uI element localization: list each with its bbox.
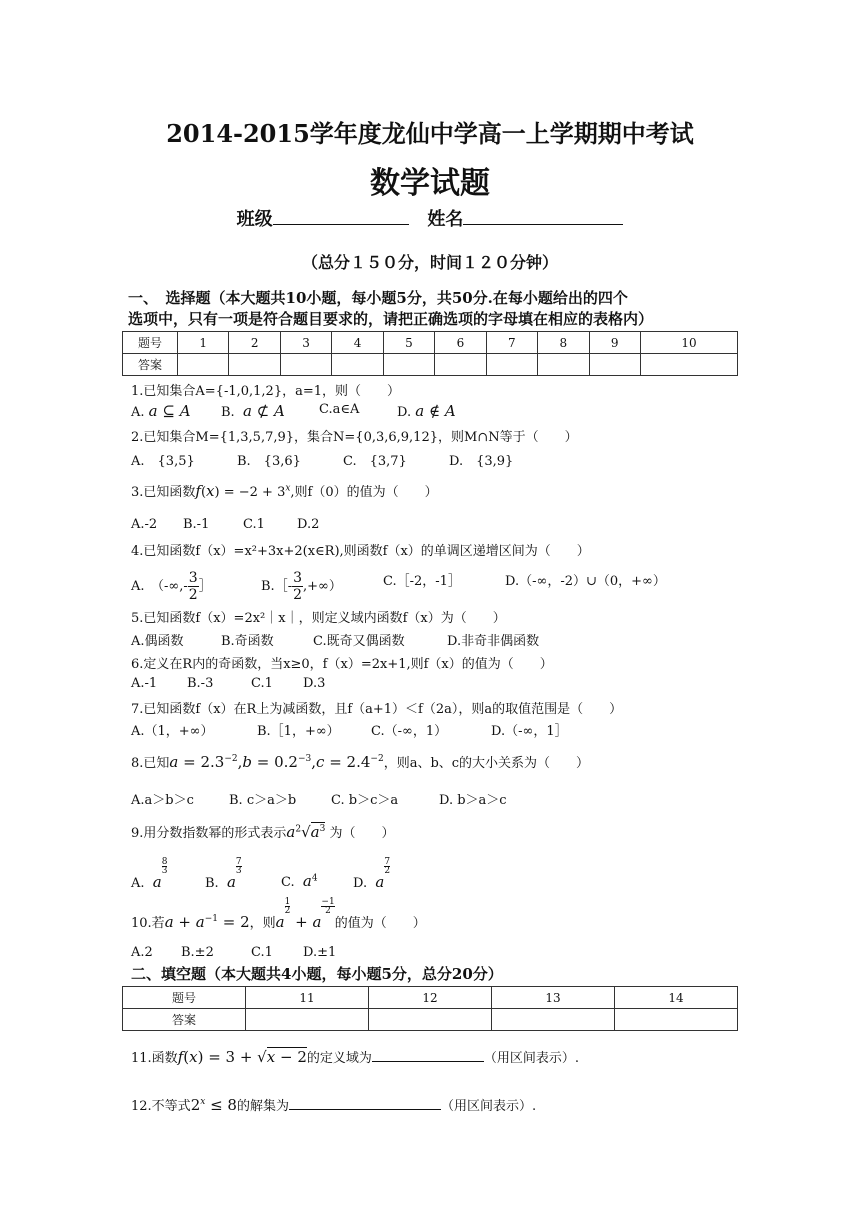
option-a: A.偶函数	[131, 634, 184, 649]
question-9-options	[131, 858, 531, 890]
exam-info: （总分１５０分，时间１２０分钟）	[301, 253, 558, 272]
option-a: A.2	[131, 945, 153, 960]
subject-title: 数学试题	[370, 166, 490, 201]
option-b: B.［1，+∞）	[257, 724, 340, 739]
formula: a ∉ A	[415, 402, 456, 420]
question-6-options	[131, 676, 431, 694]
option-b: B. {3,6}	[237, 454, 301, 469]
option-a: A. {3,5}	[131, 454, 195, 469]
answer-cell[interactable]	[435, 354, 486, 376]
section2-answer-table	[122, 986, 738, 1031]
table-cell: 9	[589, 332, 640, 354]
question-4-options	[131, 558, 751, 603]
table-cell: 6	[435, 332, 486, 354]
answer-blank-12[interactable]	[289, 1096, 441, 1110]
answer-cell[interactable]	[486, 354, 537, 376]
table-cell: 1	[178, 332, 229, 354]
class-blank[interactable]	[273, 206, 409, 225]
option-d: D.非奇非偶函数	[447, 634, 540, 649]
option-c: C.1	[251, 945, 273, 960]
answer-cell[interactable]	[383, 354, 434, 376]
question-3: 3.已知函数$f(x) = -2 + 3^x$,则f（0）的值为（ ）	[131, 482, 438, 500]
table-cell: 3	[280, 332, 331, 354]
option-d: D.3	[303, 676, 326, 691]
option-d: D. {3,9}	[449, 454, 514, 469]
option-c: C.a∈A	[319, 402, 360, 417]
question-4: 4.已知函数f（x）=x²+3x+2(x∈R),则函数f（x）的单调区递增区间为（ ）	[131, 544, 590, 559]
table-answer-row	[123, 354, 738, 376]
answer-cell[interactable]	[246, 1009, 369, 1031]
table-answer-label: 答案	[123, 1009, 246, 1031]
table-header-row	[123, 987, 738, 1009]
table-cell: 2	[229, 332, 280, 354]
table-cell: 4	[332, 332, 383, 354]
question-12: 12.不等式$2^x \le 8$的解集为 （用区间表示）.	[131, 1096, 537, 1114]
formula: a	[169, 753, 179, 771]
answer-blank-11[interactable]	[372, 1048, 484, 1062]
table-cell: 10	[640, 332, 737, 354]
option-b: B.±2	[181, 945, 214, 960]
option-d: D.±1	[303, 945, 337, 960]
option-d: D. a $\frac{7}{2}$	[353, 857, 391, 891]
table-cell: 5	[383, 332, 434, 354]
section1-heading-line2: 选项中，只有一项是符合题目要求的，请把正确选项的字母填在相应的表格内）	[128, 310, 654, 328]
table-cell: 13	[492, 987, 615, 1009]
option-c: C.既奇又偶函数	[313, 634, 405, 649]
option-c: C.1	[243, 517, 265, 532]
question-7-options	[131, 720, 631, 738]
name-label: 姓名	[427, 209, 464, 230]
question-8-options	[131, 789, 631, 807]
question-10-options	[131, 945, 431, 963]
formula: a	[275, 913, 285, 931]
question-5: 5.已知函数f（x）=2x²｜x｜，则定义域内函数f（x）为（ ）	[131, 611, 506, 626]
answer-cell[interactable]	[589, 354, 640, 376]
option-c: C.［-2，-1］	[383, 574, 461, 589]
option-d: D.（-∞，1］	[491, 724, 568, 739]
table-header-label: 题号	[123, 987, 246, 1009]
option-a: A. （-∞,- $\frac{3}{2}$ ］	[131, 570, 212, 603]
name-blank[interactable]	[463, 206, 623, 225]
question-11: 11.函数f(x) = 3 + √x − 2的定义域为 （用区间表示）.	[131, 1048, 580, 1066]
option-d: D.（-∞，-2）∪（0，+∞）	[505, 574, 666, 589]
option-a: A. a $\frac{8}{3}$	[131, 857, 168, 891]
fraction: $\frac{3}{2}$	[188, 570, 198, 603]
option-c: C. b＞c＞a	[331, 793, 399, 808]
table-cell: 7	[486, 332, 537, 354]
option-c: C. $a^4$	[281, 872, 318, 890]
option-a: A. a ⊆ A	[131, 402, 191, 420]
option-d: D.2	[297, 517, 320, 532]
option-a: A.a＞b＞c	[131, 793, 194, 808]
answer-cell[interactable]	[280, 354, 331, 376]
answer-cell[interactable]	[229, 354, 280, 376]
formula: a ⊄ A	[242, 402, 285, 420]
option-a: A.-2	[131, 517, 158, 532]
option-d: D. a ∉ A	[397, 402, 456, 420]
option-c: C.1	[251, 676, 273, 691]
answer-cell[interactable]	[332, 354, 383, 376]
option-d: D. b＞a＞c	[439, 793, 507, 808]
answer-cell[interactable]	[538, 354, 589, 376]
question-10: 10.若$a + a^{-1} = 2$，则a $\frac{1}{2}$ + a $\frac{-1}{2}$ 的值为（ ）	[131, 897, 426, 931]
answer-cell[interactable]	[492, 1009, 615, 1031]
section1-heading-line1: 一、 选择题（本大题共10小题，每小题5分，共50分.在每小题给出的四个	[128, 289, 628, 307]
table-cell: 8	[538, 332, 589, 354]
table-header-row	[123, 332, 738, 354]
option-a: A.（1，+∞）	[131, 724, 214, 739]
option-b: B.-1	[183, 517, 210, 532]
formula: a	[286, 823, 296, 841]
formula: a ⊆ A	[148, 402, 191, 420]
option-a: A.-1	[131, 676, 158, 691]
question-2-options	[131, 450, 631, 468]
formula: f	[195, 482, 201, 500]
question-7: 7.已知函数f（x）在R上为减函数，且f（a+1）＜f（2a），则a的取值范围是（ ）	[131, 702, 623, 717]
question-9: 9.用分数指数幂的形式表示$a^2√a^3$ 为（ ）	[131, 823, 395, 841]
option-c: C.（-∞，1）	[371, 724, 448, 739]
table-cell: 14	[615, 987, 738, 1009]
class-label: 班级	[236, 209, 273, 230]
option-b: B. c＞a＞b	[229, 793, 297, 808]
table-answer-row	[123, 1009, 738, 1031]
question-8: 8.已知$a = 2.3^{-2},b = 0.2^{-3},c = 2.4^{-2}$，则a、b、c的大小关系为（ ）	[131, 753, 590, 771]
table-cell: 12	[369, 987, 492, 1009]
question-2: 2.已知集合M={1,3,5,7,9}，集合N={0,3,6,9,12}，则M∩N等于（ ）	[131, 430, 578, 445]
option-c: C. {3,7}	[343, 454, 407, 469]
table-answer-label: 答案	[123, 354, 178, 376]
option-b: B. a $\frac{7}{3}$	[205, 857, 242, 891]
fraction: $\frac{3}{2}$	[293, 570, 303, 603]
answer-cell[interactable]	[615, 1009, 738, 1031]
student-info-line	[0, 205, 860, 231]
question-5-options	[131, 630, 631, 648]
section1-answer-table	[122, 331, 738, 376]
question-3-options	[131, 517, 431, 535]
formula: f	[177, 1048, 184, 1066]
option-b: B.［- $\frac{3}{2}$ ,+∞）	[261, 570, 342, 603]
exam-title: 2014-2015学年度龙仙中学高一上学期期中考试	[166, 119, 694, 148]
question-1: 1.已知集合A={-1,0,1,2}，a=1，则（ ）	[131, 384, 401, 399]
table-header-label: 题号	[123, 332, 178, 354]
option-b: B. a ⊄ A	[221, 402, 285, 420]
section2-heading: 二、填空题（本大题共4小题，每小题5分，总分20分）	[131, 965, 503, 983]
question-1-options	[131, 402, 631, 422]
option-b: B.-3	[187, 676, 214, 691]
option-b: B.奇函数	[221, 634, 274, 649]
question-6: 6.定义在R内的奇函数，当x≥0，f（x）=2x+1,则f（x）的值为（ ）	[131, 657, 553, 672]
answer-cell[interactable]	[640, 354, 737, 376]
answer-cell[interactable]	[369, 1009, 492, 1031]
answer-cell[interactable]	[178, 354, 229, 376]
formula: a	[164, 913, 174, 931]
table-cell: 11	[246, 987, 369, 1009]
